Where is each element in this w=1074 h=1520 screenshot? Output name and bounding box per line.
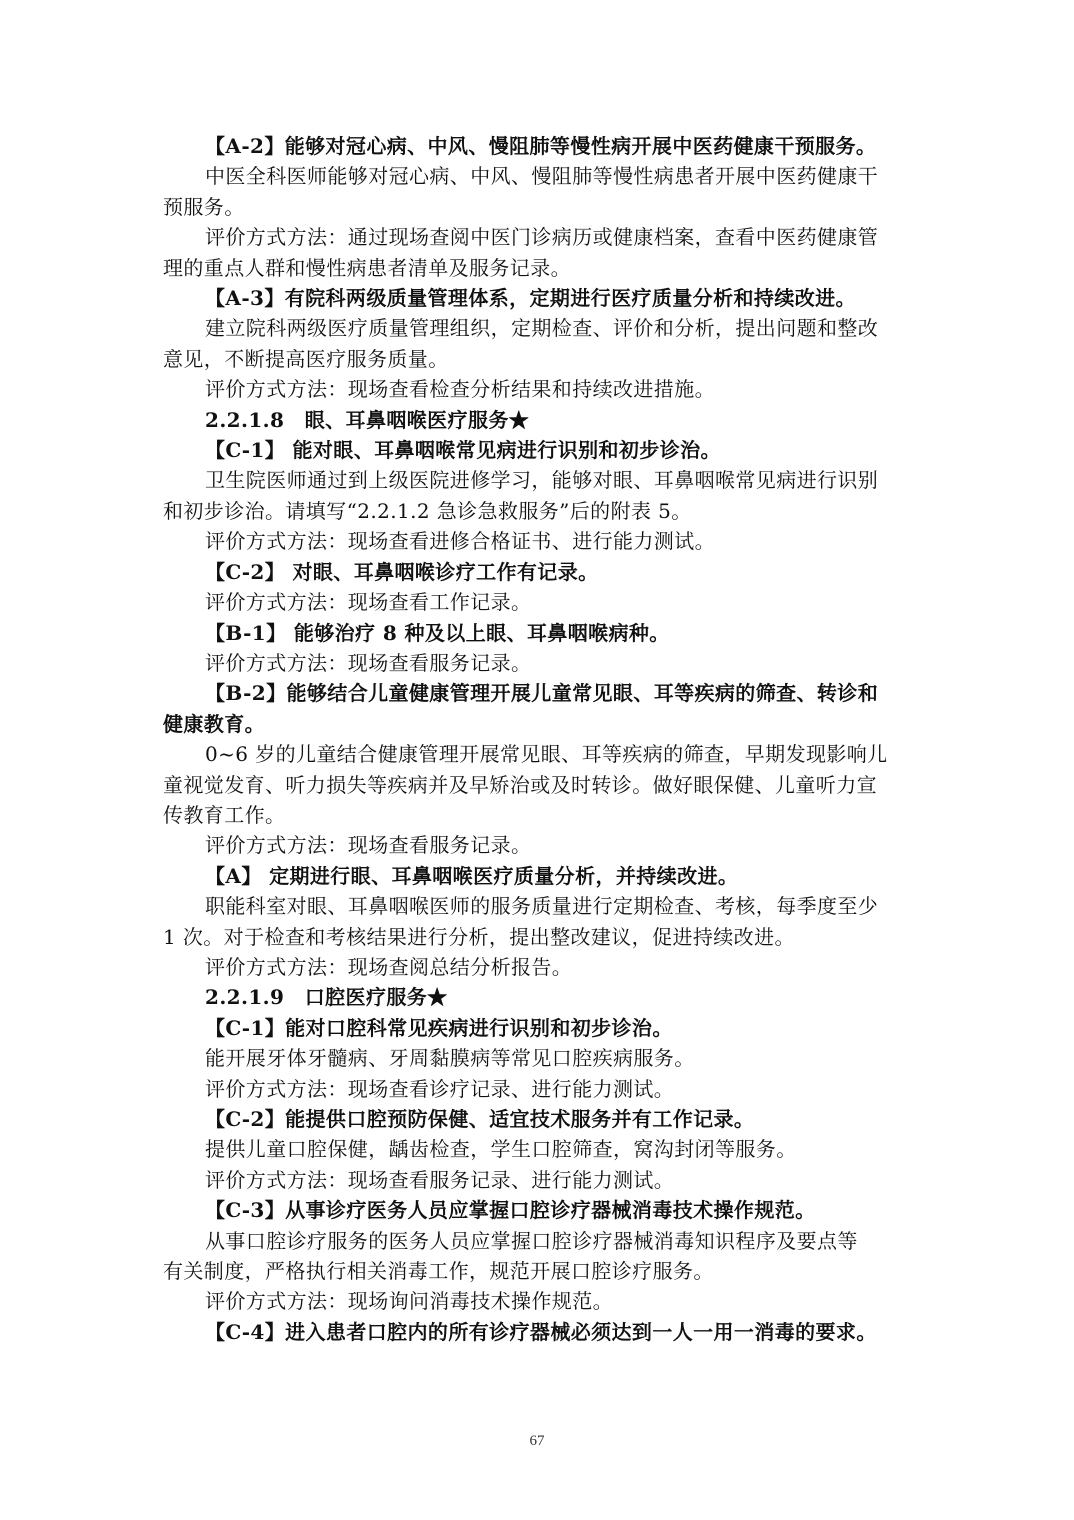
text-line: 评价方式方法：通过现场查阅中医门诊病历或健康档案，查看中医药健康管 [205, 225, 879, 250]
text-line: 中医全科医师能够对冠心病、中风、慢阻肺等慢性病患者开展中医药健康干 [205, 164, 879, 189]
heading-line: 【A】 定期进行眼、耳鼻咽喉医疗质量分析，并持续改进。 [205, 863, 739, 888]
text-line: 童视觉发育、听力损失等疾病并及早矫治或及时转诊。做好眼保健、儿童听力宣 [163, 772, 877, 797]
heading-line: 【A-2】能够对冠心病、中风、慢阻肺等慢性病开展中医药健康干预服务。 [205, 134, 877, 158]
heading-line: 2.2.1.8 眼、耳鼻咽喉医疗服务★ [205, 407, 530, 432]
text-line: 评价方式方法：现场查看检查分析结果和持续改进措施。 [205, 377, 715, 402]
heading-line: 【C-1】能对口腔科常见疾病进行识别和初步诊治。 [205, 1015, 673, 1040]
heading-line: 健康教育。 [163, 711, 265, 736]
text-line: 评价方式方法：现场询问消毒技术操作规范。 [205, 1289, 613, 1314]
heading-line: 【C-1】 能对眼、耳鼻咽喉常见病进行识别和初步诊治。 [205, 438, 721, 463]
text-line: 评价方式方法：现场查阅总结分析报告。 [205, 954, 573, 979]
text-line: 传教育工作。 [163, 802, 286, 827]
text-line: 提供儿童口腔保健，龋齿检查，学生口腔筛查，窝沟封闭等服务。 [205, 1137, 797, 1162]
text-line: 评价方式方法：现场查看工作记录。 [205, 590, 532, 615]
heading-line: 【C-3】从事诊疗医务人员应掌握口腔诊疗器械消毒技术操作规范。 [205, 1198, 816, 1223]
page-number: 67 [529, 1433, 545, 1449]
heading-line: 2.2.1.9 口腔医疗服务★ [205, 985, 448, 1010]
heading-line: 【C-2】能提供口腔预防保健、适宜技术服务并有工作记录。 [205, 1107, 755, 1131]
heading-line: 【A-3】有院科两级质量管理体系，定期进行医疗质量分析和持续改进。 [205, 286, 856, 311]
text-line: 有关制度，严格执行相关消毒工作，规范开展口腔诊疗服务。 [163, 1259, 714, 1284]
heading-line: 【C-2】 对眼、耳鼻咽喉诊疗工作有记录。 [205, 559, 599, 584]
heading-line: 【B-1】 能够治疗 8 种及以上眼、耳鼻咽喉病种。 [205, 620, 670, 645]
text-line: 理的重点人群和慢性病患者清单及服务记录。 [163, 255, 571, 280]
text-line: 从事口腔诊疗服务的医务人员应掌握口腔诊疗器械消毒知识程序及要点等 [205, 1228, 858, 1253]
text-line: 评价方式方法：现场查看服务记录。 [205, 833, 532, 858]
text-line: 评价方式方法：现场查看服务记录。 [205, 650, 532, 675]
text-line: 评价方式方法：现场查看服务记录、进行能力测试。 [205, 1167, 675, 1192]
text-line: 能开展牙体牙髓病、牙周黏膜病等常见口腔疾病服务。 [205, 1046, 695, 1071]
heading-line: 【B-2】能够结合儿童健康管理开展儿童常见眼、耳等疾病的筛查、转诊和 [205, 681, 879, 706]
text-line: 意见，不断提高医疗服务质量。 [163, 346, 449, 371]
text-line: 职能科室对眼、耳鼻咽喉医师的服务质量进行定期检查、考核，每季度至少 [205, 894, 879, 919]
text-line: 建立院科两级医疗质量管理组织，定期检查、评价和分析，提出问题和整改 [205, 316, 879, 341]
text-line: 和初步诊治。请填写“2.2.1.2 急诊急救服务”后的附表 5。 [163, 498, 692, 523]
text-line: 0~6 岁的儿童结合健康管理开展常见眼、耳等疾病的筛查，早期发现影响儿 [205, 742, 888, 767]
heading-line: 【C-4】进入患者口腔内的所有诊疗器械必须达到一人一用一消毒的要求。 [205, 1319, 877, 1344]
text-line: 评价方式方法：现场查看进修合格证书、进行能力测试。 [205, 529, 715, 554]
text-line: 预服务。 [163, 194, 245, 219]
page-content [163, 131, 913, 1347]
text-line: 卫生院医师通过到上级医院进修学习，能够对眼、耳鼻咽喉常见病进行识别 [205, 468, 879, 493]
text-line: 评价方式方法：现场查看诊疗记录、进行能力测试。 [205, 1076, 675, 1101]
text-line: 1 次。对于检查和考核结果进行分析，提出整改建议，促进持续改进。 [163, 924, 795, 949]
